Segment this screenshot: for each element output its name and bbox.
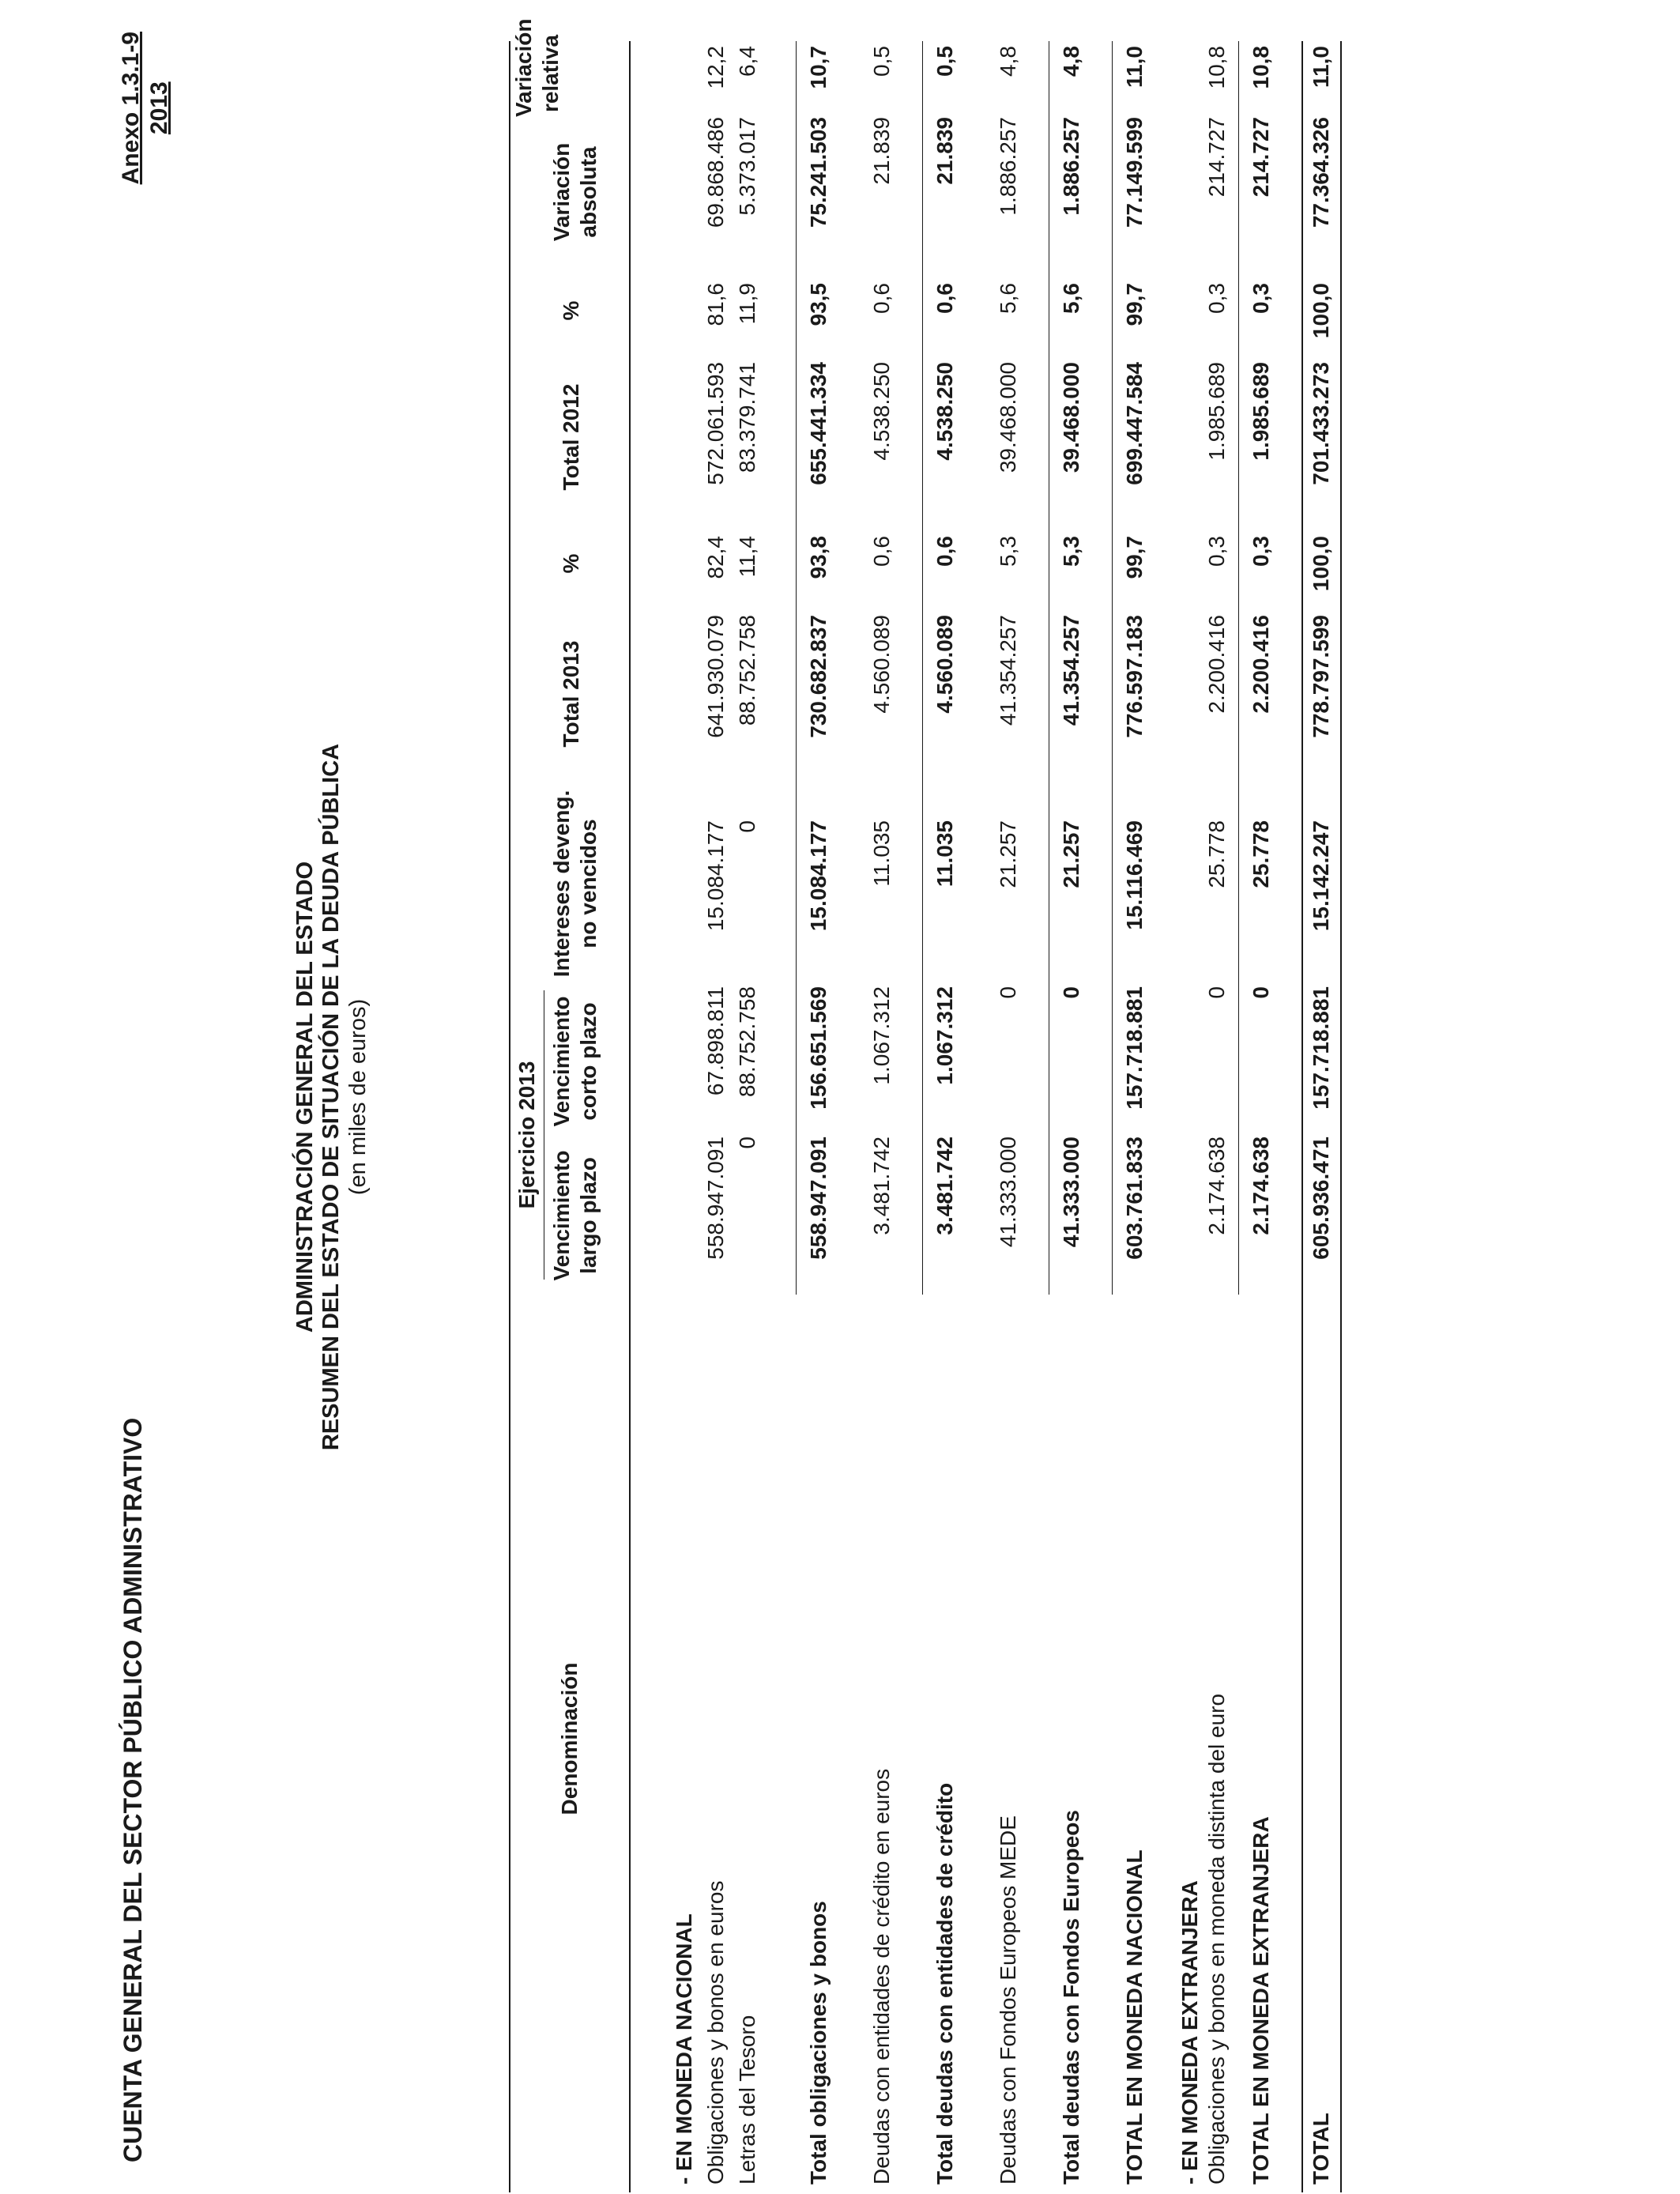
annex-number: Anexo 1.3.1-9 xyxy=(118,32,144,185)
cell-pct-2013: 0,3 xyxy=(1249,536,1273,567)
row-label: Deudas con entidades de crédito en euros xyxy=(869,1768,894,2185)
cell-venc-corto: 0 xyxy=(1204,986,1229,999)
cell-venc-largo: 41.333.000 xyxy=(996,1137,1020,1248)
cell-var-relativa: 4,8 xyxy=(996,46,1020,77)
cell-var-relativa: 0,5 xyxy=(932,46,957,77)
cell-venc-largo: 558.947.091 xyxy=(806,1137,831,1260)
cell-var-absoluta: 214.727 xyxy=(1249,117,1273,198)
col-pct-2012: % xyxy=(559,300,583,321)
cell-intereses: 25.778 xyxy=(1204,820,1229,888)
cell-var-relativa: 11,0 xyxy=(1122,46,1147,88)
cell-var-absoluta: 21.839 xyxy=(869,117,894,185)
cell-intereses: 21.257 xyxy=(996,820,1020,888)
col-intereses xyxy=(548,781,602,986)
cell-venc-largo: 0 xyxy=(735,1137,759,1149)
cell-var-absoluta: 69.868.486 xyxy=(703,117,728,228)
cell-total-2012: 1.985.689 xyxy=(1249,362,1273,461)
row-label: TOTAL EN MONEDA EXTRANJERA xyxy=(1249,1816,1273,2185)
cell-intereses: 11.035 xyxy=(869,820,894,887)
row-label: Total deudas con entidades de crédito xyxy=(932,1782,957,2185)
cell-venc-largo: 605.936.471 xyxy=(1309,1137,1333,1260)
table-top-rule xyxy=(509,41,510,2192)
cell-total-2012: 701.433.273 xyxy=(1309,362,1333,485)
rule-total xyxy=(1301,41,1303,2192)
cell-total-2012: 572.061.593 xyxy=(703,362,728,485)
row-label: Deudas con Fondos Europeos MEDE xyxy=(996,1815,1020,2185)
table-row xyxy=(1245,41,1277,2192)
table-row xyxy=(700,41,732,2192)
col-total-2013: Total 2013 xyxy=(559,640,583,748)
rule-moneda-nacional xyxy=(1112,41,1113,1295)
table-row xyxy=(1119,41,1151,2192)
cell-total-2013: 4.560.089 xyxy=(869,615,894,714)
col-vabs-l2: absoluta xyxy=(576,146,601,238)
cell-venc-corto: 156.651.569 xyxy=(806,986,831,1110)
cell-total-2013: 4.560.089 xyxy=(932,615,957,714)
table-row xyxy=(929,41,961,2192)
col-pct-2013: % xyxy=(559,553,583,574)
cell-pct-2013: 5,3 xyxy=(996,536,1020,567)
col-group-ejercicio: Ejercicio 2013 xyxy=(514,1061,539,1209)
title-units: (en miles de euros) xyxy=(345,998,371,1196)
col-venc-corto xyxy=(548,986,602,1137)
cell-var-absoluta: 21.839 xyxy=(932,117,957,185)
col-venc-corto-l2: corto plazo xyxy=(576,1002,601,1121)
cell-pct-2012: 99,7 xyxy=(1122,283,1147,326)
table-row xyxy=(1056,41,1087,2192)
cell-total-2013: 730.682.837 xyxy=(806,615,831,738)
table-bottom-rule xyxy=(1340,41,1342,2192)
cell-venc-largo: 41.333.000 xyxy=(1059,1137,1083,1248)
cell-var-absoluta: 1.886.257 xyxy=(1059,117,1083,216)
col-venc-corto-l1: Vencimiento xyxy=(549,996,574,1127)
title-line-1: ADMINISTRACIÓN GENERAL DEL ESTADO xyxy=(292,861,318,1333)
cell-total-2012: 1.985.689 xyxy=(1204,362,1229,461)
cell-var-relativa: 0,5 xyxy=(869,46,894,77)
cell-venc-largo: 2.174.638 xyxy=(1204,1137,1229,1235)
cell-total-2012: 4.538.250 xyxy=(932,362,957,461)
cell-total-2013: 641.930.079 xyxy=(703,615,728,738)
row-label: TOTAL xyxy=(1309,2113,1333,2185)
col-vabs-l1: Variación xyxy=(549,142,574,242)
cell-pct-2012: 81,6 xyxy=(703,283,728,326)
cell-total-2013: 88.752.758 xyxy=(735,615,759,726)
annex-reference xyxy=(117,32,174,184)
table-row xyxy=(1305,41,1337,2192)
cell-venc-corto: 1.067.312 xyxy=(932,986,957,1085)
cell-venc-corto: 67.898.811 xyxy=(703,986,728,1096)
row-label: Letras del Tesoro xyxy=(735,2015,759,2185)
table-row xyxy=(669,41,700,2192)
cell-venc-corto: 88.752.758 xyxy=(735,986,759,1098)
cell-pct-2012: 0,6 xyxy=(932,283,957,314)
table-row xyxy=(993,41,1024,2192)
cell-total-2012: 4.538.250 xyxy=(869,362,894,461)
cell-venc-corto: 0 xyxy=(1059,986,1083,999)
cell-total-2013: 41.354.257 xyxy=(1059,615,1083,726)
cell-pct-2012: 0,6 xyxy=(869,283,894,314)
col-variacion-relativa xyxy=(510,18,564,117)
row-label: Total obligaciones y bonos xyxy=(806,1901,831,2185)
cell-intereses: 21.257 xyxy=(1059,820,1083,888)
cell-var-relativa: 10,8 xyxy=(1249,46,1273,89)
debt-summary-table xyxy=(509,18,1362,2192)
cell-pct-2013: 0,3 xyxy=(1204,536,1229,567)
cell-pct-2013: 5,3 xyxy=(1059,536,1083,567)
row-label: Obligaciones y bonos en euros xyxy=(703,1880,728,2185)
cell-pct-2012: 100,0 xyxy=(1309,283,1333,339)
cell-pct-2012: 0,3 xyxy=(1249,283,1273,314)
col-vrel-l1: Variación xyxy=(511,18,536,117)
cell-total-2013: 41.354.257 xyxy=(996,615,1020,726)
table-row xyxy=(866,41,898,2192)
cell-pct-2013: 0,6 xyxy=(869,536,894,567)
table-row xyxy=(732,41,763,2192)
cell-pct-2012: 5,6 xyxy=(1059,283,1083,314)
cell-pct-2013: 100,0 xyxy=(1309,536,1333,592)
cell-var-relativa: 10,7 xyxy=(806,46,831,89)
col-variacion-absoluta xyxy=(548,117,602,267)
col-venc-largo xyxy=(548,1137,602,1295)
document-header: CUENTA GENERAL DEL SECTOR PÚBLICO ADMINISTRATIVO xyxy=(119,1417,147,2162)
row-label: - EN MONEDA NACIONAL xyxy=(672,1913,696,2185)
col-total-2012: Total 2012 xyxy=(559,383,583,491)
rule-obligaciones xyxy=(796,41,797,1295)
cell-var-relativa: 4,8 xyxy=(1059,46,1083,77)
cell-pct-2013: 82,4 xyxy=(703,536,728,579)
cell-venc-largo: 603.761.833 xyxy=(1122,1137,1147,1260)
cell-venc-corto: 157.718.881 xyxy=(1309,986,1333,1110)
col-intereses-l2: no vencidos xyxy=(576,819,601,948)
cell-total-2012: 39.468.000 xyxy=(996,362,1020,473)
cell-pct-2012: 5,6 xyxy=(996,283,1020,314)
cell-intereses: 15.142.247 xyxy=(1309,820,1333,932)
row-label: - EN MONEDA EXTRANJERA xyxy=(1177,1880,1202,2185)
col-denominacion: Denominación xyxy=(557,1662,582,1815)
cell-var-absoluta: 77.149.599 xyxy=(1122,117,1147,228)
cell-total-2012: 699.447.584 xyxy=(1122,362,1147,485)
title-line-2: RESUMEN DEL ESTADO DE SITUACIÓN DE LA DEUDA PÚBLICA xyxy=(318,743,344,1451)
cell-venc-largo: 558.947.091 xyxy=(703,1137,728,1260)
cell-total-2012: 39.468.000 xyxy=(1059,362,1083,473)
cell-intereses: 0 xyxy=(735,820,759,833)
cell-pct-2012: 0,3 xyxy=(1204,283,1229,314)
cell-var-absoluta: 77.364.326 xyxy=(1309,117,1333,228)
cell-venc-corto: 0 xyxy=(1249,986,1273,999)
cell-intereses: 15.116.469 xyxy=(1122,820,1147,930)
cell-intereses: 11.035 xyxy=(932,820,957,888)
cell-var-relativa: 11,0 xyxy=(1309,46,1333,88)
cell-venc-corto: 0 xyxy=(996,986,1020,999)
cell-pct-2013: 93,8 xyxy=(806,536,831,579)
cell-venc-corto: 157.718.881 xyxy=(1122,986,1147,1110)
cell-pct-2012: 11,9 xyxy=(735,283,759,325)
cell-total-2012: 655.441.334 xyxy=(806,362,831,485)
cell-total-2013: 776.597.183 xyxy=(1122,615,1147,738)
cell-var-relativa: 6,4 xyxy=(735,46,759,77)
col-venc-largo-l2: largo plazo xyxy=(576,1157,601,1274)
title-block xyxy=(292,0,371,2194)
row-label: Obligaciones y bonos en moneda distinta del euro xyxy=(1204,1693,1229,2185)
cell-venc-largo: 2.174.638 xyxy=(1249,1137,1273,1235)
cell-intereses: 15.084.177 xyxy=(806,820,831,932)
cell-pct-2012: 93,5 xyxy=(806,283,831,326)
cell-venc-largo: 3.481.742 xyxy=(869,1137,894,1235)
cell-var-absoluta: 214.727 xyxy=(1204,117,1229,198)
col-intereses-l1: Intereses deveng. xyxy=(549,790,574,978)
rule-credito xyxy=(922,41,923,1295)
cell-pct-2013: 0,6 xyxy=(932,536,957,567)
col-venc-largo-l1: Vencimiento xyxy=(549,1150,574,1281)
row-label: TOTAL EN MONEDA NACIONAL xyxy=(1122,1849,1147,2185)
row-label: Total deudas con Fondos Europeos xyxy=(1059,1810,1083,2185)
cell-intereses: 25.778 xyxy=(1249,820,1273,888)
table-row xyxy=(803,41,834,2192)
cell-total-2013: 2.200.416 xyxy=(1249,615,1273,714)
cell-pct-2013: 11,4 xyxy=(735,536,759,578)
rule-moneda-extranjera xyxy=(1238,41,1239,1295)
header-bottom-rule xyxy=(629,41,631,2192)
cell-var-relativa: 10,8 xyxy=(1204,46,1229,89)
cell-var-absoluta: 5.373.017 xyxy=(735,117,759,216)
cell-total-2013: 2.200.416 xyxy=(1204,615,1229,714)
cell-total-2013: 778.797.599 xyxy=(1309,615,1333,738)
cell-venc-corto: 1.067.312 xyxy=(869,986,894,1085)
cell-var-relativa: 12,2 xyxy=(703,46,728,89)
col-vrel-l2: relativa xyxy=(538,34,563,113)
table-row xyxy=(1201,41,1233,2192)
annex-year: 2013 xyxy=(146,81,172,135)
cell-pct-2013: 99,7 xyxy=(1122,536,1147,579)
cell-venc-largo: 3.481.742 xyxy=(932,1137,957,1235)
cell-var-absoluta: 75.241.503 xyxy=(806,117,831,228)
cell-total-2012: 83.379.741 xyxy=(735,362,759,473)
cell-var-absoluta: 1.886.257 xyxy=(996,117,1020,216)
cell-intereses: 15.084.177 xyxy=(703,820,728,932)
